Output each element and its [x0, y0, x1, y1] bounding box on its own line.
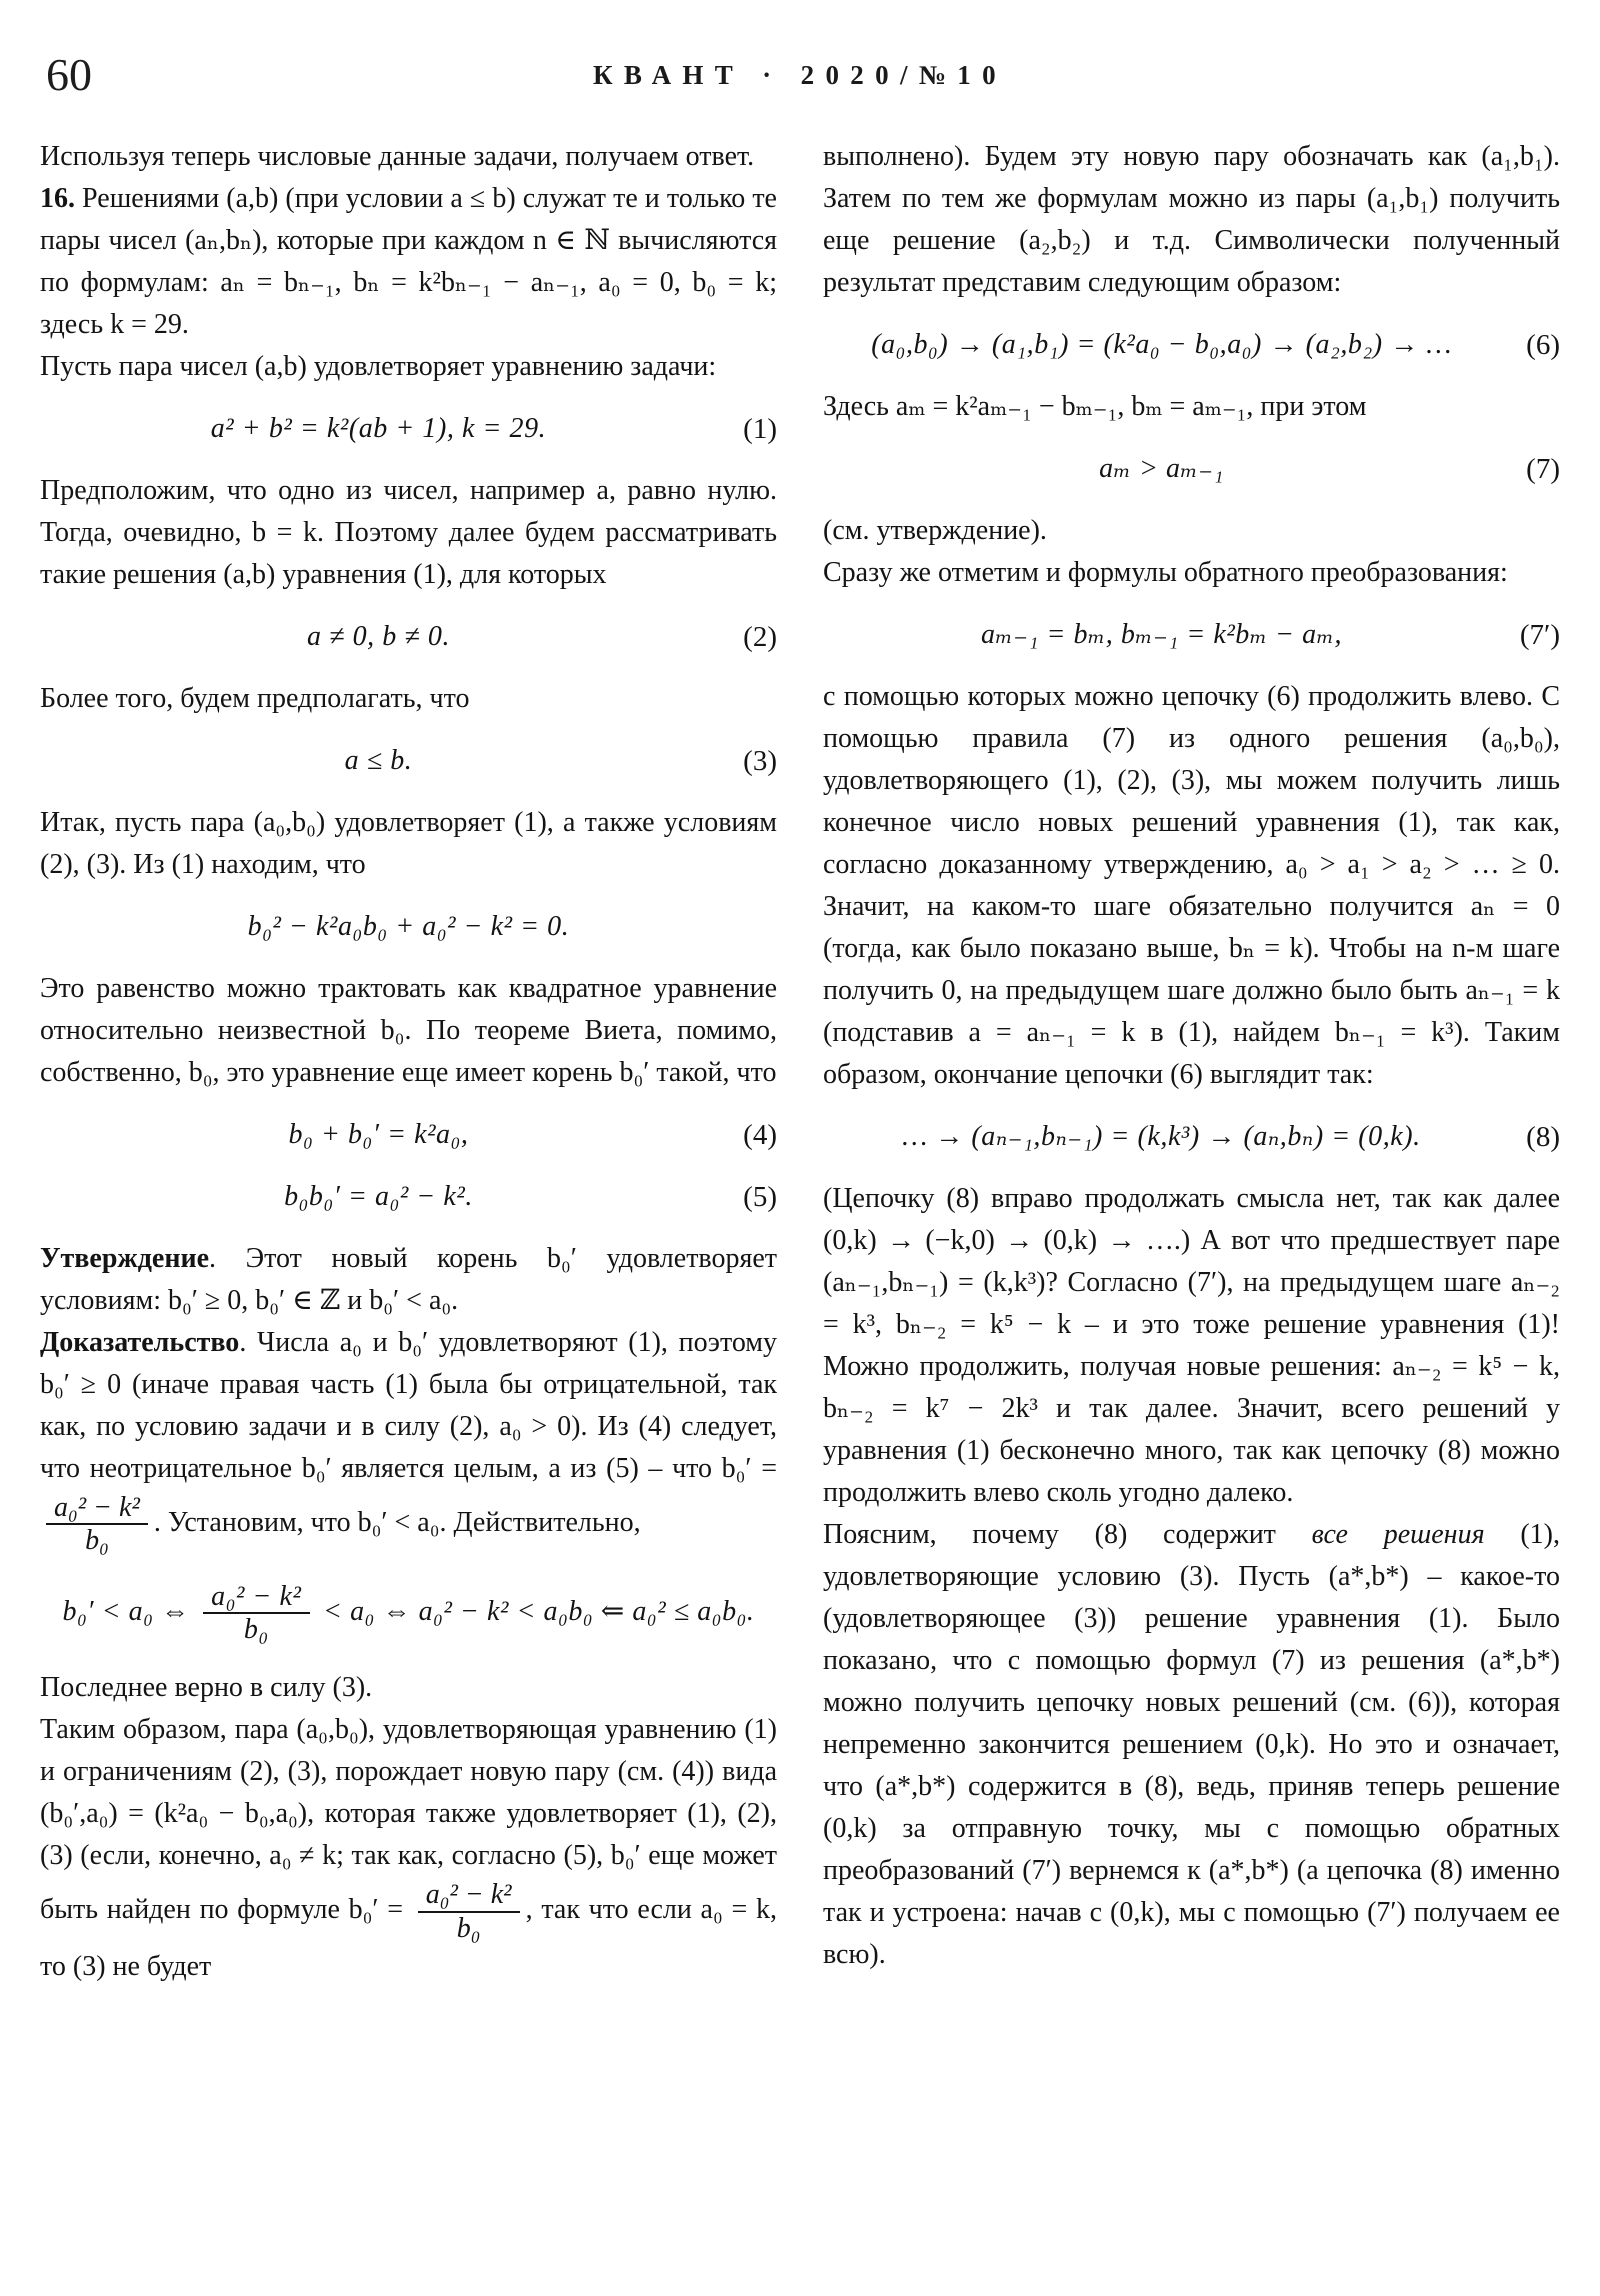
- equation-unnumbered: [40, 906, 777, 948]
- fraction-numerator: a₀² − k²: [54, 1492, 140, 1523]
- equation-number: (6): [1526, 329, 1560, 361]
- equation-formula: b₀² − k²a₀b₀ + a₀² − k² = 0.: [247, 911, 570, 942]
- two-column-layout: [40, 136, 1560, 1988]
- text-run: , так что если a₀ = k, то (3) не будет: [40, 1894, 777, 1983]
- equation-number: (2): [743, 621, 777, 653]
- equation-number: (3): [743, 745, 777, 777]
- fraction-numerator: a₀² − k²: [211, 1580, 302, 1612]
- paragraph-statement: [40, 1238, 777, 1322]
- text-run: < a₀ ⇔ a₀² − k² < a₀b₀ ⇐ a₀² ≤ a₀b₀.: [315, 1595, 755, 1627]
- equation-number: (8): [1526, 1121, 1560, 1153]
- paragraph: Здесь aₘ = k²aₘ₋₁ − bₘ₋₁, bₘ = aₘ₋₁, при этом: [823, 391, 1367, 422]
- equation-3: [40, 740, 777, 782]
- equation-8: [823, 1116, 1560, 1158]
- fraction-denominator: b₀: [46, 1523, 148, 1556]
- paragraph-problem-16: [40, 178, 777, 346]
- fraction-denominator: b₀: [203, 1612, 309, 1645]
- equation-number: (4): [743, 1119, 777, 1151]
- paragraph: Пусть пара чисел (a,b) удовлетворяет уравнению задачи:: [40, 351, 717, 382]
- paragraph: с помощью которых можно цепочку (6) продолжить влево. С помощью правила (7) из одного решения (a₀,b₀), удовлетворяющего (1), (2), (3), мы можем получить лишь конечное число новых решений уравнения (1), так как, согласно доказанному утверждению, a₀ > a₁ > a₂ > … ≥ 0. Значит, на каком-то шаге обязательно получится aₙ = 0 (тогда, как было показано выше, bₙ = k). Чтобы на n-м шаге получить 0, на предыдущем шаге должно было быть aₙ₋₁ = k (подставив a = aₙ₋₁ = k в (1), найдем bₙ₋₁ = k³). Таким образом, окончание цепочки (6) выглядит так:: [823, 681, 1560, 1090]
- equation-5: [40, 1176, 777, 1218]
- right-column: [823, 136, 1560, 1988]
- statement-label: Утверждение: [40, 1243, 210, 1274]
- running-title: КВАНТ · 2020/№10: [593, 60, 1007, 90]
- paragraph: Это равенство можно трактовать как квадратное уравнение относительно неизвестной b₀. По теореме Виета, помимо, собственно, b₀, это уравнение еще имеет корень b₀′ такой, что: [40, 973, 777, 1088]
- equation-7-prime: [823, 614, 1560, 656]
- equation-formula: b₀ + b₀′ = k²a₀,: [288, 1119, 469, 1150]
- text-run: Поясним, почему (8) содержит: [823, 1519, 1312, 1550]
- equation-number: (7): [1526, 453, 1560, 485]
- equation-formula: (a₀,b₀) → (a₁,b₁) = (k²a₀ − b₀,a₀) → (a₂,b₂) → …: [871, 329, 1452, 360]
- equation-number: (5): [743, 1181, 777, 1213]
- proof-label: Доказательство: [40, 1327, 240, 1358]
- paragraph: (см. утверждение).: [823, 515, 1047, 546]
- paragraph: Предположим, что одно из чисел, например a, равно нулю. Тогда, очевидно, b = k. Поэтому далее будем рассматривать такие решения (a,b) уравнения (1), для которых: [40, 475, 777, 590]
- emphasized-text: все решения: [1311, 1519, 1485, 1550]
- equation-formula: [62, 1580, 755, 1646]
- equation-7: [823, 448, 1560, 490]
- paragraph: Сразу же отметим и формулы обратного преобразования:: [823, 557, 1508, 588]
- equation-formula: a ≤ b.: [344, 745, 413, 776]
- paragraph: [40, 1709, 777, 1988]
- text-run: b₀′ < a₀ ⇔: [62, 1595, 198, 1627]
- equation-2: [40, 616, 777, 658]
- problem-number: 16.: [40, 183, 75, 214]
- equation-formula: b₀b₀′ = a₀² − k².: [284, 1181, 473, 1212]
- paragraph: (Цепочку (8) вправо продолжать смысла нет, так как далее (0,k) → (−k,0) → (0,k) → ….) А вот что предшествует паре (aₙ₋₁,bₙ₋₁) = (k,k³)? Согласно (7′), на предыдущем шаге aₙ₋₂ = k³, bₙ₋₂ = k⁵ − k – и это тоже решение уравнения (1)! Можно продолжить, получая новые решения: aₙ₋₂ = k⁵ − k, bₙ₋₂ = k⁷ − 2k³ и так далее. Значит, всего решений у уравнения (1) бесконечно много, так как цепочку (8) можно продолжить влево сколь угодно далеко.: [823, 1183, 1560, 1508]
- page-number: 60: [46, 49, 92, 100]
- text-run: . Установим, что b₀′ < a₀. Действительно,: [153, 1506, 641, 1538]
- equation-formula: aₘ₋₁ = bₘ, bₘ₋₁ = k²bₘ − aₘ,: [980, 619, 1343, 650]
- paragraph: выполнено). Будем эту новую пару обозначать как (a₁,b₁). Затем по тем же формулам можно из пары (a₁,b₁) получить еще решение (a₂,b₂) и т.д. Символически полученный результат представим следующим образом:: [823, 141, 1560, 298]
- paragraph: Используя теперь числовые данные задачи, получаем ответ.: [40, 141, 755, 172]
- equation-number: (7′): [1519, 619, 1560, 651]
- text-run: Таким образом, пара (a₀,b₀), удовлетворяющая уравнению (1) и ограничениям (2), (3), порождает новую пару (см. (4)) вида (b₀′,a₀) = (k²a₀ − b₀,a₀), которая также удовлетворяет (1), (2), (3) (если, конечно, a₀ ≠ k; так как, согласно (5), b₀′ еще может быть найден по формуле b₀′ =: [40, 1714, 777, 1926]
- equation-formula: a² + b² = k²(ab + 1), k = 29.: [210, 413, 547, 444]
- equation-formula: a ≠ 0, b ≠ 0.: [306, 621, 450, 652]
- text-run: Решениями (a,b) (при условии a ≤ b) служат те и только те пары чисел (aₙ,bₙ), которые при каждом n ∈ ℕ вычисляются по формулам: aₙ = bₙ₋₁, bₙ = k²bₙ₋₁ − aₙ₋₁, a₀ = 0, b₀ = k; здесь k = 29.: [40, 183, 777, 340]
- paragraph: [823, 1514, 1560, 1976]
- fraction-denominator: b₀: [418, 1911, 520, 1944]
- text-run: . Числа a₀ и b₀′ удовлетворяют (1), поэтому b₀′ ≥ 0 (иначе правая часть (1) была бы отрицательной, так как, по условию задачи и в силу (2), a₀ > 0). Из (4) следует, что неотрицательное b₀′ является целым, а из (5) – что b₀′ =: [40, 1327, 777, 1484]
- text-run: (1), удовлетворяющие условию (3). Пусть (a*,b*) – какое-то (удовлетворяющее (3)) решение уравнения (1). Было показано, что с помощью формул (7) из решения (a*,b*) можно получить цепочку новых решений (см. (6)), которая непременно закончится решением (0,k). Но это и означает, что (a*,b*) содержится в (8), ведь, приняв теперь решение (0,k) за отправную точку, мы с помощью обратных преобразований (7′) вернемся к (a*,b*) (а цепочка (8) именно так и устроена: начав с (0,k), мы с помощью (7′) получаем ее всю).: [823, 1519, 1560, 1970]
- equation-formula: … → (aₙ₋₁,bₙ₋₁) = (k,k³) → (aₙ,bₙ) = (0,k).: [902, 1121, 1421, 1152]
- text-run: . Этот новый корень b₀′ удовлетворяет условиям: b₀′ ≥ 0, b₀′ ∈ ℤ и b₀′ < a₀.: [40, 1243, 777, 1316]
- equation-formula: aₘ > aₘ₋₁: [1099, 453, 1224, 484]
- left-column: [40, 136, 777, 1988]
- fraction: [203, 1581, 309, 1646]
- paragraph: Итак, пусть пара (a₀,b₀) удовлетворяет (1), а также условиям (2), (3). Из (1) находим, что: [40, 807, 777, 880]
- paragraph-proof: [40, 1322, 777, 1559]
- equation-1: [40, 408, 777, 450]
- equation-number: (1): [743, 413, 777, 445]
- equation-4: [40, 1114, 777, 1156]
- paragraph: Более того, будем предполагать, что: [40, 683, 470, 714]
- paragraph: Последнее верно в силу (3).: [40, 1672, 373, 1704]
- equation-6: [823, 324, 1560, 366]
- fraction-numerator: a₀² − k²: [425, 1879, 512, 1911]
- equation-chain-inequality: [40, 1579, 777, 1648]
- page-header: [40, 30, 1560, 122]
- fraction: [46, 1492, 148, 1557]
- fraction: [418, 1879, 520, 1944]
